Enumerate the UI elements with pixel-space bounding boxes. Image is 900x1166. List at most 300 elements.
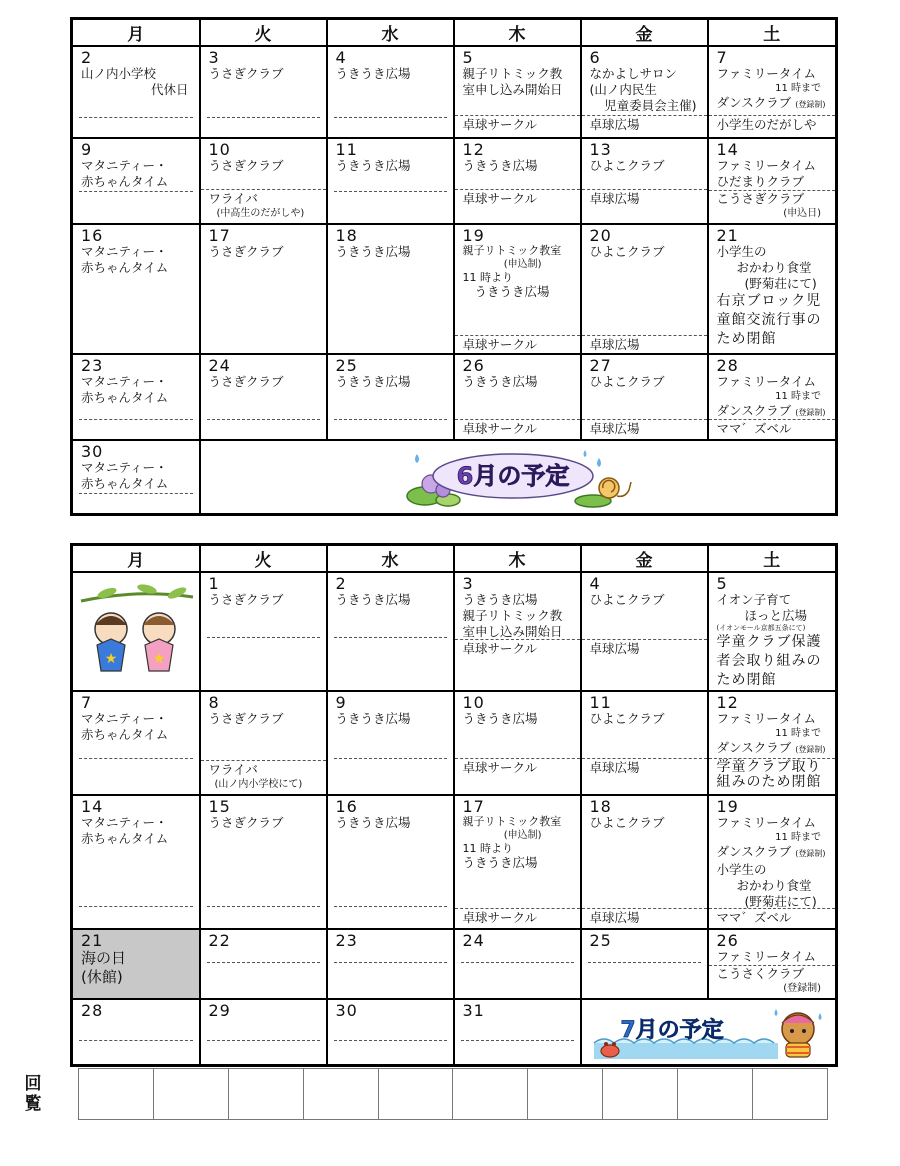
event: ひだまりクラブ [716, 174, 805, 189]
event: 赤ちゃんタイム [81, 260, 169, 275]
date-number: 16 [335, 797, 358, 816]
event: うきうき広場 [335, 244, 411, 259]
event: うきうき広場 [462, 711, 538, 726]
event: ファミリータイム [716, 158, 817, 173]
june-week-1 [72, 46, 837, 138]
divider [79, 419, 193, 420]
event: 卓球広場 [589, 337, 640, 352]
stamp-box[interactable] [303, 1069, 378, 1120]
divider [79, 191, 193, 192]
weekday-mon: 月 [72, 19, 200, 47]
date-number: 17 [462, 797, 485, 816]
event-text: ダンスクラブ [716, 844, 792, 859]
day-cell [581, 572, 708, 691]
bamboo-icon [81, 583, 193, 601]
july-banner-cell [581, 999, 837, 1066]
holiday-note: (休館) [81, 968, 123, 986]
day-cell [72, 691, 200, 795]
date-number: 2 [335, 574, 347, 593]
event: 11 時まで [775, 728, 821, 739]
day-cell [708, 224, 837, 354]
sub-event [582, 908, 707, 925]
day-cell [454, 572, 581, 691]
sub-event [709, 908, 836, 925]
date-number: 3 [462, 574, 474, 593]
divider [588, 962, 701, 963]
date-number: 22 [208, 931, 231, 950]
event: 児童委員会主催) [604, 98, 697, 113]
event: 卓球広場 [589, 760, 640, 775]
sub-event [709, 115, 836, 132]
date-number: 15 [208, 797, 231, 816]
date-number: 2 [81, 48, 93, 67]
day-cell [581, 795, 708, 929]
event: こうさぎクラブ [709, 190, 836, 207]
day-cell [454, 354, 581, 440]
divider [334, 906, 447, 907]
event: ひよこクラブ [589, 374, 665, 389]
date-number: 3 [208, 48, 220, 67]
divider [461, 1040, 574, 1041]
day-cell [327, 999, 454, 1066]
date-number: 17 [208, 226, 231, 245]
july-banner-illustration [590, 1003, 826, 1061]
day-cell [327, 572, 454, 691]
event: 赤ちゃんタイム [81, 174, 169, 189]
date-number: 9 [335, 693, 347, 712]
date-number: 28 [716, 356, 739, 375]
event: ひよこクラブ [589, 711, 665, 726]
day-cell [454, 999, 581, 1066]
date-number: 18 [589, 797, 612, 816]
july-calendar [70, 543, 838, 1067]
hikoboshi-icon [143, 613, 175, 671]
day-cell [708, 572, 837, 691]
weekday-sat: 土 [708, 19, 837, 47]
event: (申込制) [503, 259, 542, 270]
date-number: 19 [462, 226, 485, 245]
event: うきうき広場 [462, 374, 538, 389]
event: 卓球サークル [462, 421, 538, 436]
july-week-3 [72, 795, 837, 929]
event [709, 95, 836, 113]
event: ほっと広場 [744, 608, 808, 623]
event: ファミリータイム [716, 815, 817, 830]
sub-event [582, 189, 707, 206]
day-cell [581, 46, 708, 138]
day-cell [708, 354, 837, 440]
event: マタニティー・ [81, 244, 168, 259]
circulation-label: 回覧 [24, 1074, 42, 1114]
stamp-box[interactable] [528, 1069, 603, 1120]
event: ワライバ [208, 762, 258, 777]
date-number: 21 [716, 226, 739, 245]
divider [79, 493, 193, 494]
day-cell [581, 354, 708, 440]
divider [334, 117, 447, 118]
holiday-name: 海の日 [81, 949, 127, 967]
sub-event [455, 758, 580, 775]
event: 卓球サークル [462, 191, 538, 206]
event: (イオンモール京都五条にて) [716, 624, 806, 632]
july-week-2 [72, 691, 837, 795]
event: ひよこクラブ [589, 592, 665, 607]
sub-event [455, 115, 580, 132]
event: うきうき広場 [462, 158, 538, 173]
date-number: 7 [716, 48, 728, 67]
event: 11 時まで [775, 83, 821, 94]
event: ファミリータイム [716, 374, 817, 389]
event: 卓球サークル [462, 337, 538, 352]
june-week-5 [72, 440, 837, 515]
day-cell [200, 929, 327, 999]
date-number: 1 [208, 574, 220, 593]
day-cell [708, 691, 837, 795]
date-number: 30 [335, 1001, 358, 1020]
event: ファミリータイム [716, 949, 817, 964]
event: マタニティー・ [81, 374, 168, 389]
date-number: 4 [589, 574, 601, 593]
divider [334, 637, 447, 638]
date-number: 10 [208, 140, 231, 159]
date-number: 4 [335, 48, 347, 67]
event: 室申し込み開始日 [462, 624, 563, 639]
event: 卓球サークル [462, 117, 538, 132]
date-number: 14 [716, 140, 739, 159]
event: 卓球サークル [462, 910, 538, 925]
divider [207, 117, 320, 118]
sub-event [582, 419, 707, 436]
day-cell [200, 999, 327, 1066]
day-cell [708, 795, 837, 929]
event: うきうき広場 [335, 66, 411, 81]
june-calendar [70, 17, 838, 516]
day-cell [72, 224, 200, 354]
day-cell [72, 440, 200, 515]
event: マタニティー・ [81, 158, 168, 173]
date-number: 12 [716, 693, 739, 712]
event: うきうき広場 [335, 374, 411, 389]
event: 親子リトミック教室 [462, 244, 562, 257]
divider [334, 962, 447, 963]
weekday-fri: 金 [581, 19, 708, 47]
event: (野菊荘にて) [744, 894, 817, 909]
date-number: 26 [462, 356, 485, 375]
event: 11 時まで [775, 391, 821, 402]
day-cell [708, 138, 837, 224]
divider [79, 906, 193, 907]
date-number: 23 [335, 931, 358, 950]
event: 卓球広場 [589, 191, 640, 206]
day-cell [454, 138, 581, 224]
orihime-icon [95, 613, 127, 671]
holiday-cell [72, 929, 200, 999]
event: (山ノ内小学校にて) [214, 779, 303, 790]
event: うきうき広場 [335, 711, 411, 726]
day-cell [454, 795, 581, 929]
event: うきうき広場 [474, 284, 550, 299]
stamp-box[interactable] [228, 1069, 303, 1120]
event-note: (登録制) [795, 408, 826, 417]
june-week-2 [72, 138, 837, 224]
event: 卓球広場 [589, 641, 640, 656]
june-header-row [72, 19, 837, 47]
day-cell [72, 999, 200, 1066]
date-number: 11 [589, 693, 612, 712]
divider [207, 637, 320, 638]
event: うきうき広場 [335, 815, 411, 830]
stamp-box[interactable] [79, 1069, 154, 1120]
date-number: 16 [81, 226, 104, 245]
divider [207, 962, 320, 963]
day-cell [327, 46, 454, 138]
day-cell [72, 46, 200, 138]
divider [207, 906, 320, 907]
event: ファミリータイム [716, 711, 817, 726]
event: こうさくクラブ [709, 965, 836, 982]
day-cell [200, 795, 327, 929]
sub-event [201, 760, 326, 792]
day-cell [454, 691, 581, 795]
event: なかよしサロン [589, 66, 678, 81]
july-week-1 [72, 572, 837, 691]
june-week-4 [72, 354, 837, 440]
stamp-box[interactable] [603, 1069, 678, 1120]
event-note: (登録制) [795, 100, 826, 109]
weekday-tue: 火 [200, 19, 327, 47]
day-cell [454, 224, 581, 354]
june-banner-illustration [403, 446, 633, 508]
dog-swimmer-icon [782, 1013, 814, 1057]
day-cell [200, 354, 327, 440]
event-text: ダンスクラブ [716, 740, 792, 755]
event: うきうき広場 [335, 158, 411, 173]
weekday-mon: 月 [72, 545, 200, 573]
stamp-box[interactable] [453, 1069, 528, 1120]
date-number: 28 [81, 1001, 104, 1020]
svg-text:★: ★ [104, 651, 118, 667]
day-cell [581, 224, 708, 354]
divider [207, 419, 320, 420]
divider [334, 758, 447, 759]
day-cell [200, 572, 327, 691]
day-cell [72, 354, 200, 440]
weekday-fri: 金 [581, 545, 708, 573]
event: ひよこクラブ [589, 158, 665, 173]
event: イオン子育て [716, 592, 792, 607]
event: 親子リトミック教 [462, 66, 563, 81]
event: 11 時まで [775, 832, 821, 843]
date-number: 20 [589, 226, 612, 245]
divider [79, 117, 193, 118]
june-week-3 [72, 224, 837, 354]
date-number: 23 [81, 356, 104, 375]
day-cell [200, 691, 327, 795]
divider [334, 191, 447, 192]
event-note: (登録制) [795, 745, 826, 754]
sub-event [455, 189, 580, 206]
stamp-box[interactable] [678, 1069, 753, 1120]
day-cell [327, 929, 454, 999]
event: ひよこクラブ [589, 815, 665, 830]
tanabata-illustration [77, 579, 197, 679]
day-cell [200, 138, 327, 224]
day-cell [200, 46, 327, 138]
event: うさぎクラブ [208, 815, 284, 830]
date-number: 19 [716, 797, 739, 816]
stamp-box[interactable] [153, 1069, 228, 1120]
event: (野菊荘にて) [744, 276, 817, 291]
date-number: 7 [81, 693, 93, 712]
date-number: 6 [589, 48, 601, 67]
day-cell [581, 691, 708, 795]
event: 赤ちゃんタイム [81, 390, 169, 405]
divider [461, 962, 574, 963]
svg-text:★: ★ [152, 651, 166, 667]
sub-event [455, 419, 580, 436]
event: 11 時より [462, 271, 513, 284]
sub-event [582, 115, 707, 132]
event: (申込日) [783, 208, 821, 219]
event: ワライバ [208, 191, 258, 206]
event: 室申し込み開始日 [462, 82, 563, 97]
snail-icon [599, 478, 631, 498]
day-cell [454, 929, 581, 999]
event: 山ノ内小学校 [81, 66, 157, 81]
date-number: 5 [716, 574, 728, 593]
date-number: 11 [335, 140, 358, 159]
day-cell [708, 929, 837, 999]
sub-event [582, 335, 707, 352]
event: ママ゛ズベル [716, 910, 792, 925]
sub-event [582, 758, 707, 775]
divider [79, 1040, 193, 1041]
divider [334, 419, 447, 420]
sub-event [201, 189, 326, 221]
date-number: 21 [81, 931, 104, 950]
weekday-wed: 水 [327, 19, 454, 47]
day-cell [581, 138, 708, 224]
event: 小学生の [716, 862, 767, 877]
date-number: 30 [81, 442, 104, 461]
day-cell [72, 795, 200, 929]
date-number: 18 [335, 226, 358, 245]
event: 代休日 [150, 82, 189, 97]
tanabata-illustration-cell [72, 572, 200, 691]
july-banner-title: 7月の予定 [620, 1018, 724, 1043]
weekday-wed: 水 [327, 545, 454, 573]
event: 親子リトミック教 [462, 608, 563, 623]
july-week-4 [72, 929, 837, 999]
event: うきうき広場 [462, 592, 538, 607]
date-number: 14 [81, 797, 104, 816]
event: (山ノ内民生 [589, 82, 657, 97]
event-text: ダンスクラブ [716, 403, 792, 418]
event-note: (登録制) [795, 849, 826, 858]
event: うさぎクラブ [208, 66, 284, 81]
sub-event [709, 419, 836, 436]
date-number: 26 [716, 931, 739, 950]
day-cell [581, 929, 708, 999]
event: うさぎクラブ [208, 244, 284, 259]
sub-event [455, 908, 580, 925]
event: ひよこクラブ [589, 244, 665, 259]
event: うきうき広場 [335, 592, 411, 607]
event: 卓球サークル [462, 760, 538, 775]
day-cell [708, 46, 837, 138]
event: 右京ブロック児童館交流行事のため閉館 [716, 293, 822, 347]
date-number: 8 [208, 693, 220, 712]
date-number: 24 [208, 356, 231, 375]
event: 小学生のだがしや [716, 117, 817, 132]
day-cell [327, 354, 454, 440]
event: ファミリータイム [716, 66, 817, 81]
event: うさぎクラブ [208, 711, 284, 726]
event-text: ダンスクラブ [716, 95, 792, 110]
divider [207, 1040, 320, 1041]
event: 赤ちゃんタイム [81, 476, 169, 491]
date-number: 25 [335, 356, 358, 375]
day-cell [327, 138, 454, 224]
event: マタニティー・ [81, 711, 168, 726]
event: おかわり食堂 [736, 878, 812, 893]
event: (申込制) [503, 830, 542, 841]
event: 小学生の [716, 244, 767, 259]
event: 11 時より [462, 842, 513, 855]
date-number: 10 [462, 693, 485, 712]
divider [79, 758, 193, 759]
weekday-sat: 土 [708, 545, 837, 573]
date-number: 12 [462, 140, 485, 159]
date-number: 5 [462, 48, 474, 67]
event: うさぎクラブ [208, 158, 284, 173]
july-header-row [72, 545, 837, 573]
june-banner-cell [200, 440, 837, 515]
sub-event [582, 639, 707, 656]
date-number: 24 [462, 931, 485, 950]
sub-event [709, 758, 836, 790]
weekday-tue: 火 [200, 545, 327, 573]
date-number: 25 [589, 931, 612, 950]
day-cell [327, 795, 454, 929]
event: 卓球広場 [589, 910, 640, 925]
stamp-box[interactable] [378, 1069, 453, 1120]
event: (中高生のだがしや) [216, 208, 305, 219]
day-cell [327, 224, 454, 354]
circulation-stamp-table [78, 1068, 828, 1120]
date-number: 29 [208, 1001, 231, 1020]
day-cell [72, 138, 200, 224]
event: 学童クラブ保護者会取り組みのため閉館 [716, 634, 822, 688]
event: マタニティー・ [81, 460, 168, 475]
day-cell [200, 224, 327, 354]
event: 卓球広場 [589, 117, 640, 132]
divider [334, 1040, 447, 1041]
date-number: 31 [462, 1001, 485, 1020]
date-number: 13 [589, 140, 612, 159]
event: 赤ちゃんタイム [81, 831, 169, 846]
event: マタニティー・ [81, 815, 168, 830]
july-week-5 [72, 999, 837, 1066]
event: 赤ちゃんタイム [81, 727, 169, 742]
event: (登録制) [783, 983, 821, 994]
date-number: 9 [81, 140, 93, 159]
sub-event [455, 639, 580, 656]
event: 親子リトミック教室 [462, 815, 562, 828]
june-banner-title: 6月の予定 [456, 462, 570, 490]
stamp-box[interactable] [753, 1069, 828, 1120]
event: うさぎクラブ [208, 374, 284, 389]
